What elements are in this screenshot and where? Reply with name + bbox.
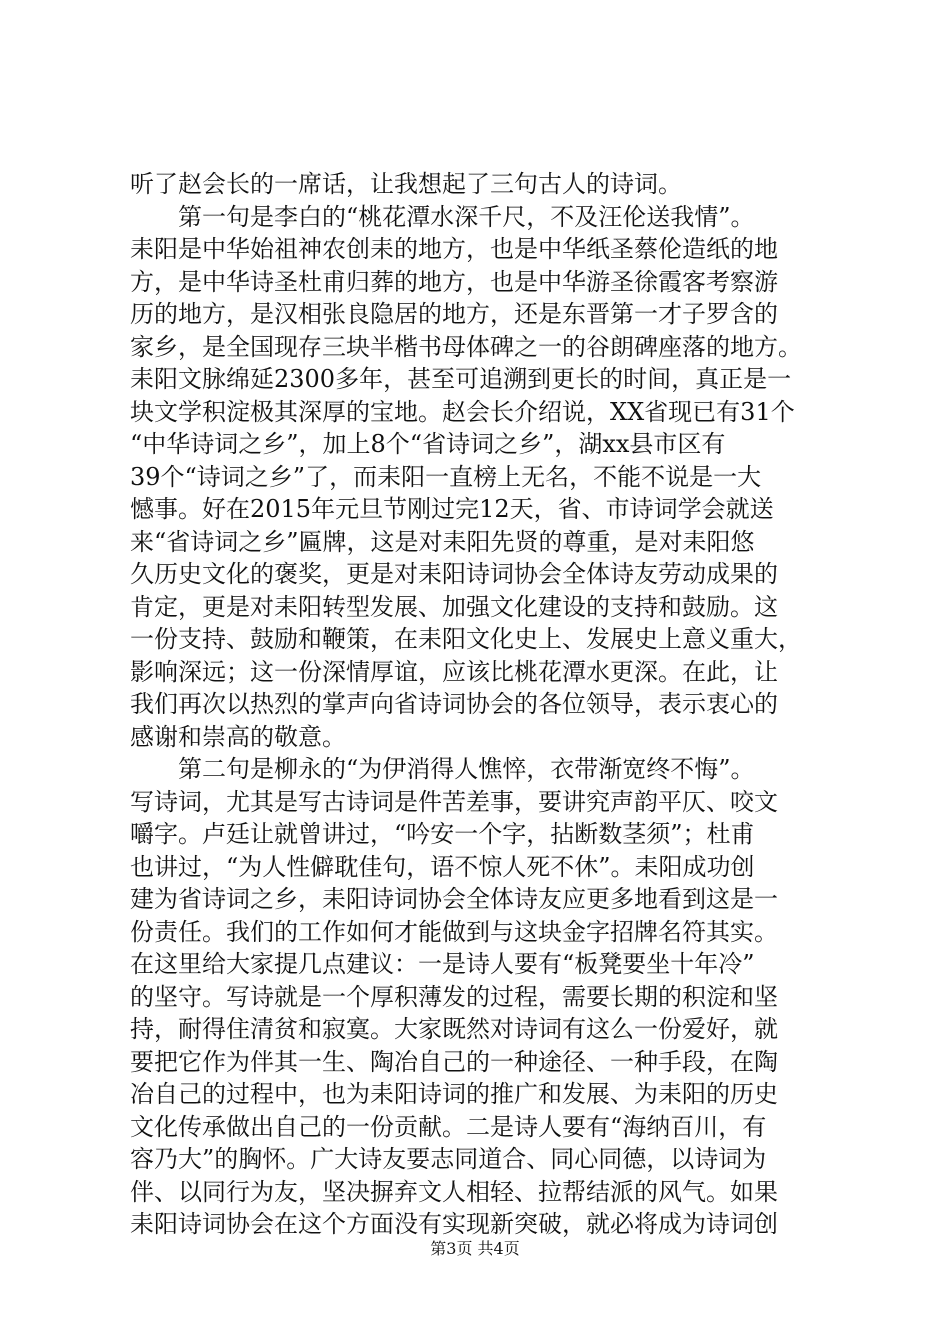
text-line: 憾事。好在2015年元旦节刚过完12天，省、市诗词学会就送 (130, 495, 774, 523)
text-line: 耒阳文脉绵延2300多年，甚至可追溯到更长的时间，真正是一 (130, 365, 792, 393)
text-line: 方，是中华诗圣杜甫归葬的地方，也是中华游圣徐霞客考察游 (130, 267, 778, 296)
text-line: 家乡，是全国现存三块半楷书母体碑之一的谷朗碑座落的地方。 (130, 332, 802, 361)
text-line: 要把它作为伴其一生、陶冶自己的一种途径、一种手段，在陶 (130, 1047, 778, 1076)
text-line: 持，耐得住清贫和寂寞。大家既然对诗词有这么一份爱好，就 (130, 1015, 778, 1043)
text-line: 第一句是李白的“桃花潭水深千尺，不及汪伦送我情”。 (130, 202, 755, 231)
text-line: 嚼字。卢廷让就曾讲过，“吟安一个字，拈断数茎须”；杜甫 (130, 820, 755, 848)
text-line: 写诗词，尤其是写古诗词是件苦差事，要讲究声韵平仄、咬文 (130, 787, 778, 816)
text-line: 容乃大”的胸怀。广大诗友要志同道合、同心同德，以诗词为 (130, 1145, 767, 1173)
page-footer (0, 1239, 950, 1259)
text-line: 份责任。我们的工作如何才能做到与这块金字招牌名符其实。 (130, 917, 778, 946)
text-line: 历的地方，是汉相张良隐居的地方，还是东晋第一才子罗含的 (130, 300, 778, 328)
text-line: 一份支持、鼓励和鞭策，在耒阳文化史上、发展史上意义重大， (130, 625, 802, 653)
text-line: 来“省诗词之乡”匾牌，这是对耒阳先贤的尊重，是对耒阳悠 (130, 527, 755, 556)
body-text (130, 168, 830, 1241)
text-line: 冶自己的过程中，也为耒阳诗词的推广和发展、为耒阳的历史 (130, 1080, 778, 1108)
text-line: 感谢和崇高的敬意。 (130, 722, 346, 751)
text-line: 第二句是柳永的“为伊消得人憔悴，衣带渐宽终不悔”。 (130, 755, 755, 783)
text-line: 我们再次以热烈的掌声向省诗词协会的各位领导，表示衷心的 (130, 690, 778, 718)
text-line: 耒阳诗词协会在这个方面没有实现新突破，就必将成为诗词创 (130, 1210, 778, 1238)
text-line: 39个“诗词之乡”了，而耒阳一直榜上无名，不能不说是一大 (130, 462, 762, 491)
page-number-label: 第3页 共4页 (430, 1239, 520, 1258)
text-line: 块文学积淀极其深厚的宝地。赵会长介绍说，XX省现已有31个 (130, 397, 795, 426)
text-line: 文化传承做出自己的一份贡献。二是诗人要有“海纳百川，有 (130, 1112, 767, 1141)
text-line: 在这里给大家提几点建议：一是诗人要有“板凳要坐十年冷” (130, 950, 755, 978)
text-line: 建为省诗词之乡，耒阳诗词协会全体诗友应更多地看到这是一 (130, 885, 778, 913)
text-line: 的坚守。写诗就是一个厚积薄发的过程，需要长期的积淀和坚 (130, 982, 778, 1011)
text-line: 耒阳是中华始祖神农创耒的地方，也是中华纸圣蔡伦造纸的地 (130, 235, 778, 263)
text-line: 影响深远；这一份深情厚谊，应该比桃花潭水更深。在此，让 (130, 657, 778, 686)
text-line: 伴、以同行为友，坚决摒弃文人相轻、拉帮结派的风气。如果 (130, 1177, 778, 1206)
text-line: 肯定，更是对耒阳转型发展、加强文化建设的支持和鼓励。这 (130, 592, 778, 621)
text-line: 久历史文化的褒奖，更是对耒阳诗词协会全体诗友劳动成果的 (130, 560, 778, 588)
text-line: 也讲过，“为人性僻耽佳句，语不惊人死不休”。耒阳成功创 (130, 852, 755, 881)
text-line: 听了赵会长的一席话，让我想起了三句古人的诗词。 (130, 170, 682, 198)
text-line: “中华诗词之乡”，加上8个“省诗词之乡”，湖xx县市区有 (130, 430, 726, 458)
